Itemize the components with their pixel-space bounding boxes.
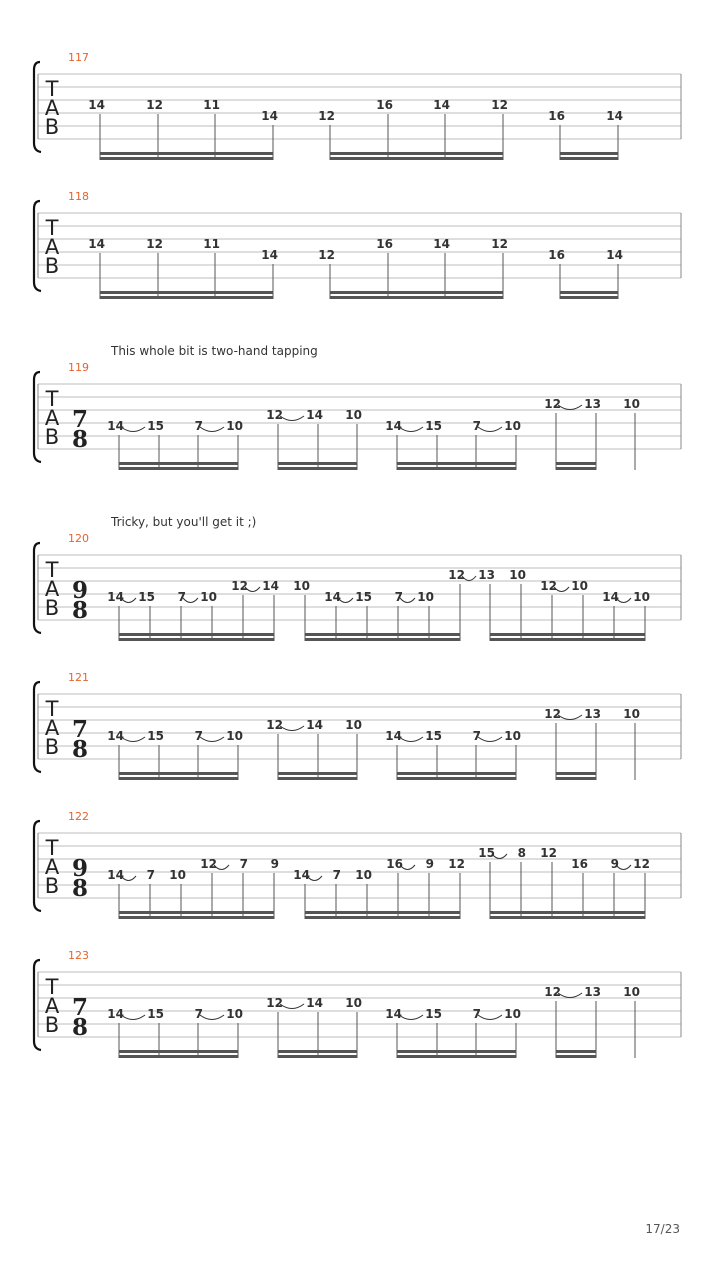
fret-number: 10	[633, 590, 650, 604]
tab-clef-b: B	[44, 735, 60, 759]
slur	[280, 1004, 304, 1009]
fret-number: 12	[540, 846, 557, 860]
tab-system-122	[34, 810, 681, 919]
fret-number: 14	[262, 579, 279, 593]
fret-number: 10	[509, 568, 526, 582]
beam-primary	[330, 157, 503, 160]
fret-number: 7	[177, 590, 186, 604]
fret-number: 10	[169, 868, 186, 882]
fret-number: 14	[107, 729, 124, 743]
beam-primary	[556, 467, 596, 470]
fret-number: 15	[425, 729, 442, 743]
fret-number: 16	[386, 857, 403, 871]
tab-clef-b: B	[44, 115, 60, 139]
tab-clef-b: B	[44, 254, 60, 278]
beam-secondary	[278, 462, 357, 465]
fret-number: 7	[472, 419, 481, 433]
tab-clef-t: T	[45, 558, 59, 582]
fret-number: 10	[200, 590, 217, 604]
fret-number: 9	[270, 857, 279, 871]
beam-secondary	[119, 1050, 238, 1053]
fret-number: 10	[571, 579, 588, 593]
fret-number: 14	[107, 590, 124, 604]
beam-primary	[556, 777, 596, 780]
beam-primary	[330, 296, 503, 299]
fret-number: 15	[147, 729, 164, 743]
fret-number: 14	[293, 868, 310, 882]
fret-number: 12	[266, 718, 283, 732]
fret-number: 12	[540, 579, 557, 593]
slur	[478, 1015, 502, 1020]
fret-number: 14	[107, 868, 124, 882]
measure-number: 121	[68, 671, 89, 684]
fret-number: 16	[548, 248, 565, 262]
time-signature-denominator: 8	[71, 1014, 89, 1041]
fret-number: 14	[107, 1007, 124, 1021]
fret-number: 12	[266, 408, 283, 422]
beam-primary	[119, 467, 238, 470]
fret-number: 10	[623, 397, 640, 411]
beam-primary	[278, 777, 357, 780]
fret-number: 15	[355, 590, 372, 604]
beam-secondary	[490, 633, 645, 636]
fret-number: 12	[231, 579, 248, 593]
tab-clef-t: T	[45, 387, 59, 411]
beam-secondary	[556, 1050, 596, 1053]
performance-annotation: Tricky, but you'll get it ;)	[111, 515, 257, 529]
fret-number: 12	[544, 985, 561, 999]
time-signature-numerator: 7	[71, 716, 89, 743]
fret-number: 15	[147, 419, 164, 433]
beam-primary	[119, 777, 238, 780]
tab-system-117	[34, 51, 681, 160]
fret-number: 14	[88, 237, 105, 251]
fret-number: 12	[544, 397, 561, 411]
beam-secondary	[397, 462, 516, 465]
beam-secondary	[119, 772, 238, 775]
fret-number: 13	[478, 568, 495, 582]
measure-number: 122	[68, 810, 89, 823]
beam-primary	[560, 296, 618, 299]
slur	[121, 737, 145, 742]
fret-number: 7	[194, 419, 203, 433]
beam-secondary	[100, 152, 273, 155]
fret-number: 12	[146, 98, 163, 112]
time-signature-denominator: 8	[71, 736, 89, 763]
slur	[200, 737, 224, 742]
fret-number: 15	[147, 1007, 164, 1021]
tab-clef-b: B	[44, 1013, 60, 1037]
slur	[200, 427, 224, 432]
tab-clef-t: T	[45, 697, 59, 721]
page-number: 17/23	[645, 1222, 680, 1236]
fret-number: 12	[266, 996, 283, 1010]
beam-primary	[278, 1055, 357, 1058]
beam-secondary	[556, 772, 596, 775]
fret-number: 10	[226, 729, 243, 743]
fret-number: 13	[584, 707, 601, 721]
fret-number: 12	[448, 857, 465, 871]
beam-secondary	[119, 633, 274, 636]
slur	[478, 427, 502, 432]
tab-clef-a: A	[44, 96, 60, 120]
fret-number: 14	[433, 237, 450, 251]
fret-number: 14	[88, 98, 105, 112]
beam-primary	[305, 638, 460, 641]
fret-number: 7	[194, 729, 203, 743]
time-signature-denominator: 8	[71, 426, 89, 453]
fret-number: 10	[226, 1007, 243, 1021]
tab-system-123	[34, 949, 681, 1058]
slur	[280, 416, 304, 421]
fret-number: 14	[385, 419, 402, 433]
tab-clef-a: A	[44, 235, 60, 259]
beam-primary	[100, 157, 273, 160]
fret-number: 10	[504, 1007, 521, 1021]
measure-number: 117	[68, 51, 89, 64]
beam-secondary	[397, 1050, 516, 1053]
fret-number: 7	[472, 729, 481, 743]
beam-primary	[490, 916, 645, 919]
tab-clef-t: T	[45, 216, 59, 240]
fret-number: 15	[138, 590, 155, 604]
slur	[121, 1015, 145, 1020]
fret-number: 10	[623, 985, 640, 999]
beam-secondary	[330, 152, 503, 155]
slur	[399, 737, 423, 742]
fret-number: 16	[571, 857, 588, 871]
beam-primary	[397, 467, 516, 470]
fret-number: 7	[332, 868, 341, 882]
tab-clef-a: A	[44, 406, 60, 430]
time-signature-numerator: 9	[71, 855, 89, 882]
beam-secondary	[119, 462, 238, 465]
slur	[558, 993, 582, 998]
fret-number: 10	[623, 707, 640, 721]
fret-number: 10	[504, 419, 521, 433]
beam-primary	[397, 777, 516, 780]
fret-number: 12	[146, 237, 163, 251]
fret-number: 10	[345, 996, 362, 1010]
fret-number: 11	[203, 98, 220, 112]
beam-secondary	[560, 152, 618, 155]
beam-primary	[278, 467, 357, 470]
beam-primary	[305, 916, 460, 919]
slur	[558, 405, 582, 410]
fret-number: 7	[146, 868, 155, 882]
fret-number: 10	[355, 868, 372, 882]
fret-number: 11	[203, 237, 220, 251]
tab-clef-b: B	[44, 874, 60, 898]
fret-number: 12	[633, 857, 650, 871]
beam-primary	[119, 916, 274, 919]
beam-primary	[100, 296, 273, 299]
measure-number: 120	[68, 532, 89, 545]
fret-number: 14	[306, 408, 323, 422]
fret-number: 14	[433, 98, 450, 112]
fret-number: 12	[491, 237, 508, 251]
beam-secondary	[556, 462, 596, 465]
fret-number: 15	[478, 846, 495, 860]
fret-number: 16	[376, 98, 393, 112]
beam-primary	[490, 638, 645, 641]
fret-number: 13	[584, 397, 601, 411]
time-signature-denominator: 8	[71, 597, 89, 624]
beam-primary	[556, 1055, 596, 1058]
fret-number: 7	[472, 1007, 481, 1021]
measure-number: 123	[68, 949, 89, 962]
tab-clef-a: A	[44, 855, 60, 879]
fret-number: 9	[425, 857, 434, 871]
fret-number: 10	[417, 590, 434, 604]
fret-number: 7	[239, 857, 248, 871]
fret-number: 12	[491, 98, 508, 112]
fret-number: 14	[107, 419, 124, 433]
tab-system-119	[34, 344, 681, 470]
time-signature-numerator: 7	[71, 406, 89, 433]
beam-secondary	[305, 633, 460, 636]
beam-secondary	[397, 772, 516, 775]
fret-number: 14	[606, 248, 623, 262]
fret-number: 16	[376, 237, 393, 251]
fret-number: 14	[385, 1007, 402, 1021]
tab-system-121	[34, 671, 681, 780]
fret-number: 14	[306, 718, 323, 732]
beam-secondary	[100, 291, 273, 294]
fret-number: 12	[318, 109, 335, 123]
fret-number: 10	[293, 579, 310, 593]
slur	[478, 737, 502, 742]
beam-secondary	[119, 911, 274, 914]
fret-number: 12	[544, 707, 561, 721]
beam-secondary	[278, 1050, 357, 1053]
tab-clef-t: T	[45, 975, 59, 999]
fret-number: 8	[517, 846, 526, 860]
fret-number: 7	[194, 1007, 203, 1021]
beam-secondary	[560, 291, 618, 294]
fret-number: 14	[606, 109, 623, 123]
fret-number: 14	[602, 590, 619, 604]
slur	[399, 1015, 423, 1020]
fret-number: 12	[200, 857, 217, 871]
fret-number: 7	[394, 590, 403, 604]
beam-primary	[119, 1055, 238, 1058]
fret-number: 9	[610, 857, 619, 871]
tab-system-120	[34, 515, 681, 641]
tab-system-118	[34, 190, 681, 299]
performance-annotation: This whole bit is two-hand tapping	[111, 344, 318, 358]
tab-clef-b: B	[44, 425, 60, 449]
fret-number: 10	[345, 408, 362, 422]
fret-number: 15	[425, 1007, 442, 1021]
beam-primary	[560, 157, 618, 160]
fret-number: 10	[504, 729, 521, 743]
fret-number: 14	[385, 729, 402, 743]
fret-number: 13	[584, 985, 601, 999]
beam-primary	[119, 638, 274, 641]
slur	[399, 427, 423, 432]
fret-number: 15	[425, 419, 442, 433]
fret-number: 14	[324, 590, 341, 604]
fret-number: 14	[261, 109, 278, 123]
tab-clef-t: T	[45, 836, 59, 860]
fret-number: 14	[306, 996, 323, 1010]
fret-number: 16	[548, 109, 565, 123]
tab-clef-a: A	[44, 994, 60, 1018]
time-signature-numerator: 7	[71, 994, 89, 1021]
fret-number: 12	[318, 248, 335, 262]
beam-secondary	[330, 291, 503, 294]
measure-number: 118	[68, 190, 89, 203]
measure-number: 119	[68, 361, 89, 374]
beam-secondary	[305, 911, 460, 914]
slur	[121, 427, 145, 432]
time-signature-denominator: 8	[71, 875, 89, 902]
tab-clef-b: B	[44, 596, 60, 620]
beam-primary	[397, 1055, 516, 1058]
slur	[558, 715, 582, 720]
tab-clef-a: A	[44, 577, 60, 601]
tab-clef-t: T	[45, 77, 59, 101]
slur	[200, 1015, 224, 1020]
tab-clef-a: A	[44, 716, 60, 740]
beam-secondary	[278, 772, 357, 775]
fret-number: 10	[345, 718, 362, 732]
fret-number: 10	[226, 419, 243, 433]
beam-secondary	[490, 911, 645, 914]
fret-number: 14	[261, 248, 278, 262]
fret-number: 12	[448, 568, 465, 582]
slur	[280, 726, 304, 731]
time-signature-numerator: 9	[71, 577, 89, 604]
